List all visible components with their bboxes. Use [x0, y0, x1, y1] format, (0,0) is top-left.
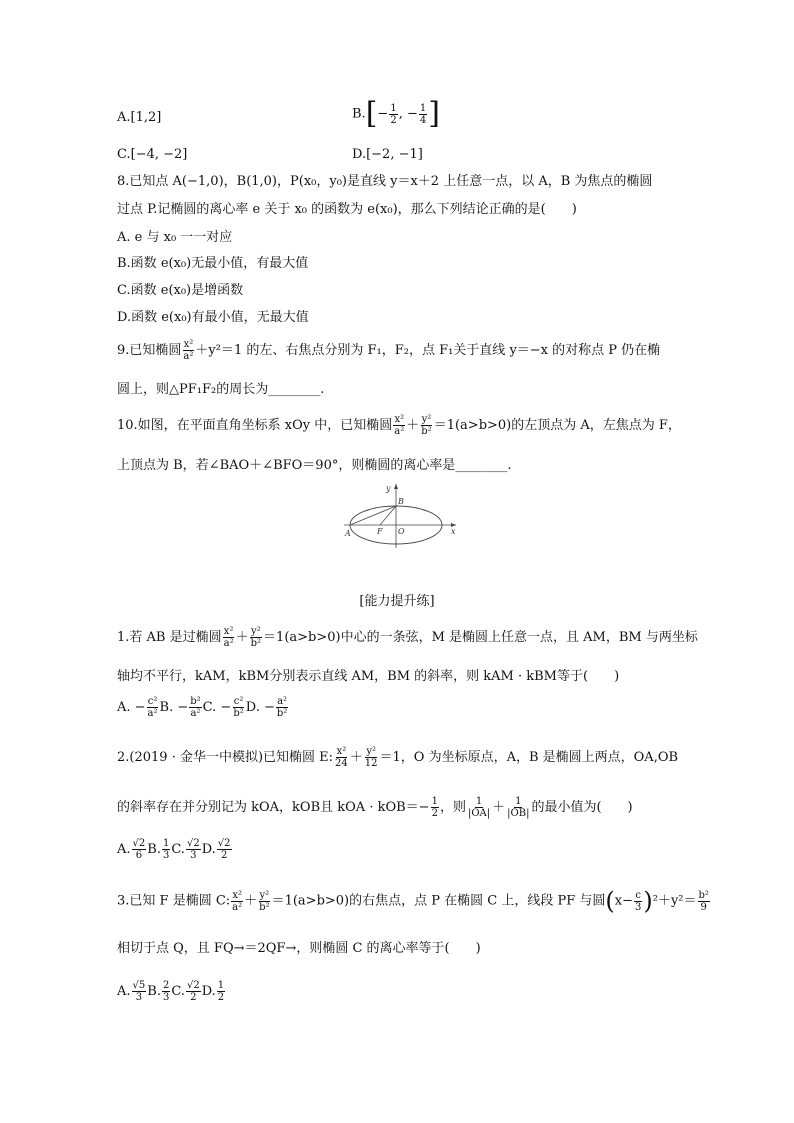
ellipse-figure	[340, 482, 460, 552]
p3-line2: 相切于点 Q，且 FQ→＝2QF→，则椭圆 C 的离心率等于( )	[117, 941, 481, 956]
fraction: $\frac{√5}{3}$	[132, 980, 146, 1003]
fraction: $\frac{1}{2}$	[217, 980, 225, 1003]
fraction: $\frac{\text{x²}}{\text{a²}}$	[232, 889, 243, 913]
fraction: $\frac{1}{2}$	[390, 102, 397, 126]
p3-line1: 3.已知 F 是椭圆 C: $\frac{\text{x²}}{\text{a²}}$ ＋ $\frac{\text{y²}}{\text{b²}}$ ＝1(a>b>0)的右焦点，点 P 在椭圆 C 上，线段 PF 与圆(x− $\frac{c}{3}$ )²＋y²＝ $\frac{\text{b²}}{9}$	[117, 887, 709, 915]
p2-options: A. $\frac{√2}{6}$ B. $\frac{1}{3}$ C. $\frac{√2}{3}$ D. $\frac{√2}{2}$	[117, 838, 231, 861]
q9-line2: 圆上，则△PF₁F₂的周长为________.	[117, 382, 325, 397]
q8-option-a: A. e 与 x₀ 一一对应	[117, 230, 233, 245]
p1-line2: 轴均不平行，kAM，kBM分别表示直线 AM，BM 的斜率，则 kAM · kBM等于( )	[117, 669, 620, 684]
fraction: $\frac{√2}{2}$	[217, 838, 231, 861]
q10-line2: 上顶点为 B，若∠BAO＋∠BFO＝90°，则椭圆的离心率是________.	[117, 458, 512, 473]
fraction: $\frac{\text{c²}}{\text{b²}}$	[233, 696, 244, 719]
fraction: $\frac{\text{c²}}{\text{a²}}$	[147, 696, 158, 719]
fraction: $\frac{\text{y²}}{\text{b²}}$	[421, 414, 432, 437]
fraction: $\frac{\text{y²}}{12}$	[364, 746, 378, 769]
figure-label-x: x	[451, 527, 456, 536]
fraction: $\frac{1}{4}$	[419, 102, 427, 126]
figure-label-f: F	[377, 527, 383, 536]
fraction: $\frac{\text{y²}}{\text{b²}}$	[250, 626, 262, 649]
q7-option-b: B.[− $\frac{1}{2}$ , − $\frac{1}{4}$ ]	[352, 96, 440, 131]
q8-line1: 8.已知点 A(−1,0)，B(1,0)，P(x₀，y₀)是直线 y＝x＋2 上任意一点，以 A，B 为焦点的椭圆	[117, 174, 653, 189]
fraction: $\frac{√2}{2}$	[186, 980, 200, 1003]
q8-option-b: B.函数 e(x₀)无最小值，有最大值	[117, 256, 309, 271]
q7-option-d: D.[−2, −1]	[352, 147, 423, 162]
q8-option-c: C.函数 e(x₀)是增函数	[117, 283, 244, 298]
section-title: [能力提升练]	[359, 594, 435, 609]
fraction: $\frac{\text{b²}}{\text{a²}}$	[190, 696, 201, 719]
figure-label-a: A	[345, 529, 351, 538]
fraction: $\frac{\text{b²}}{9}$	[698, 889, 709, 913]
fraction: $\frac{\text{x²}}{\text{a²}}$	[183, 339, 194, 362]
fraction: $\frac{√2}{3}$	[186, 838, 200, 861]
figure-label-y: y	[386, 484, 391, 493]
q8-option-d: D.函数 e(x₀)有最小值，无最大值	[117, 310, 309, 325]
fraction: $\frac{1}{3}$	[162, 838, 170, 861]
p2-line1: 2.(2019 · 金华一中模拟)已知椭圆 E: $\frac{\text{x²}}{24}$ ＋ $\frac{\text{y²}}{12}$ ＝1，O 为坐标原点，A，B 是椭圆上两点，OA,OB	[117, 746, 679, 769]
p1-options: A. − $\frac{\text{c²}}{\text{a²}}$ B. − $\frac{\text{b²}}{\text{a²}}$ C. − $\frac{\text{c²}}{\text{b²}}$ D. − $\frac{\text{a²}}{\text{b²}}$	[117, 696, 288, 719]
fraction: $\frac{√2}{6}$	[132, 838, 146, 861]
fraction: $\frac{2}{3}$	[162, 980, 170, 1003]
q7-option-c: C.[−4, −2]	[117, 147, 188, 162]
figure-label-o: O	[398, 527, 405, 536]
q8-line2: 过点 P.记椭圆的离心率 e 关于 x₀ 的函数为 e(x₀)，那么下列结论正确的是( )	[117, 202, 577, 217]
fraction: $\frac{\text{x²}}{\text{a²}}$	[394, 414, 405, 437]
q9-line1: 9.已知椭圆 $\frac{\text{x²}}{\text{a²}}$ ＋y²＝1 的左、右焦点分别为 F₁，F₂，点 F₁关于直线 y＝−x 的对称点 P 仍在椭	[117, 339, 661, 362]
q7-option-a: A.[1,2]	[117, 110, 162, 125]
fraction: $\frac{c}{3}$	[635, 889, 642, 913]
fraction: $\frac{\text{y²}}{\text{b²}}$	[259, 889, 270, 913]
fraction: $\frac{\text{x²}}{\text{a²}}$	[223, 626, 234, 649]
p2-line2: 的斜率存在并分别记为 kOA，kOB且 kOA · kOB＝− $\frac{1}{2}$ ，则 $\frac{1}{|OA|}$ ＋ $\frac{1}{|OB|}$ 的最小值为( )	[117, 796, 633, 819]
fraction: $\frac{\text{x²}}{24}$	[335, 746, 348, 769]
figure-label-b: B	[398, 497, 404, 506]
p1-line1: 1.若 AB 是过椭圆 $\frac{\text{x²}}{\text{a²}}$ ＋ $\frac{\text{y²}}{\text{b²}}$ ＝1(a>b>0)中心的一条弦，M 是椭圆上任意一点，且 AM，BM 与两坐标	[117, 626, 698, 649]
q10-line1: 10.如图，在平面直角坐标系 xOy 中，已知椭圆 $\frac{\text{x²}}{\text{a²}}$ ＋ $\frac{\text{y²}}{\text{b²}}$ ＝1(a>b>0)的左顶点为 A，左焦点为 F，	[117, 414, 681, 437]
fraction: $\frac{1}{2}$	[431, 796, 438, 819]
p3-options: A. $\frac{√5}{3}$ B. $\frac{2}{3}$ C. $\frac{√2}{2}$ D. $\frac{1}{2}$	[117, 980, 225, 1003]
fraction: $\frac{1}{|OB|}$	[507, 796, 530, 819]
fraction: $\frac{1}{|OA|}$	[467, 796, 491, 819]
fraction: $\frac{\text{a²}}{\text{b²}}$	[276, 696, 288, 719]
